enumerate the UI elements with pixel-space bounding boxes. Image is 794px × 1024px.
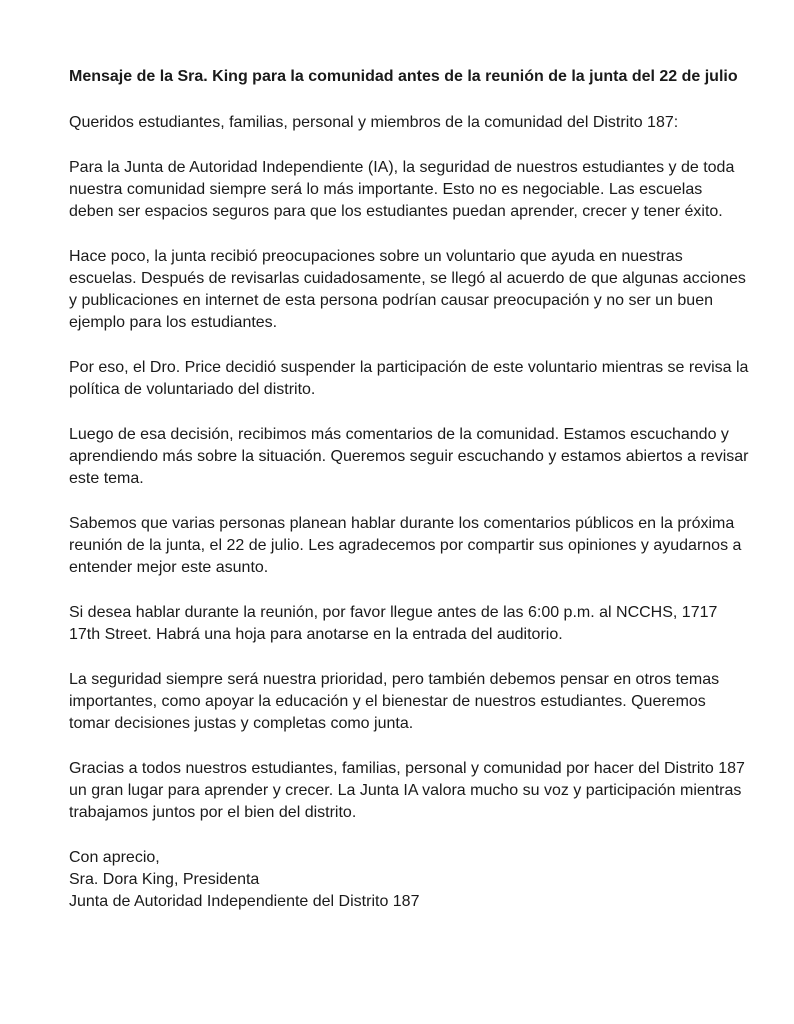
paragraph-community-feedback: Luego de esa decisión, recibimos más comentarios de la comunidad. Estamos escuchando y aprendiendo más sobre la situación. Queremos seguir escuchando y estamos abiertos a revisar este tema. xyxy=(69,426,749,487)
paragraph-meeting-instructions: Si desea hablar durante la reunión, por favor llegue antes de las 6:00 p.m. al NCCHS, 1717 17th Street. Habrá una hoja para anotarse en la entrada del auditorio. xyxy=(69,604,718,643)
signature-name: Sra. Dora King, Presidenta xyxy=(69,871,260,888)
paragraph-public-comments: Sabemos que varias personas planean hablar durante los comentarios públicos en la próxima reunión de la junta, el 22 de julio. Les agradecemos por compartir sus opiniones y ayudarnos a entender mejor este asunto. xyxy=(69,515,742,576)
letter-greeting: Queridos estudiantes, familias, personal y miembros de la comunidad del Distrito 187: xyxy=(69,114,679,131)
signature-closing: Con aprecio, xyxy=(69,849,160,866)
paragraph-suspension: Por eso, el Dro. Price decidió suspender la participación de este voluntario mientras se revisa la política de voluntariado del distrito. xyxy=(69,359,749,398)
paragraph-safety-priority: Para la Junta de Autoridad Independiente (IA), la seguridad de nuestros estudiantes y de toda nuestra comunidad siempre será lo más importante. Esto no es negociable. Las escuelas deben ser espacios seguros para que los estudiantes puedan aprender, crecer y tener éxito. xyxy=(69,159,735,220)
signature-block xyxy=(69,847,749,913)
letter-title: Mensaje de la Sra. King para la comunidad antes de la reunión de la junta del 22 de julio xyxy=(69,68,738,85)
signature-organization: Junta de Autoridad Independiente del Distrito 187 xyxy=(69,893,420,910)
letter-document xyxy=(69,66,749,913)
paragraph-volunteer-concerns: Hace poco, la junta recibió preocupaciones sobre un voluntario que ayuda en nuestras escuelas. Después de revisarlas cuidadosamente, se llegó al acuerdo de que algunas acciones y publicaciones en internet de esta persona podrían causar preocupación y no ser un buen ejemplo para los estudiantes. xyxy=(69,248,746,331)
paragraph-priorities: La seguridad siempre será nuestra prioridad, pero también debemos pensar en otros temas importantes, como apoyar la educación y el bienestar de nuestros estudiantes. Queremos tomar decisiones justas y completas como junta. xyxy=(69,671,720,732)
paragraph-thanks: Gracias a todos nuestros estudiantes, familias, personal y comunidad por hacer del Distrito 187 un gran lugar para aprender y crecer. La Junta IA valora mucho su voz y participación mientras trabajamos juntos por el bien del distrito. xyxy=(69,760,745,821)
